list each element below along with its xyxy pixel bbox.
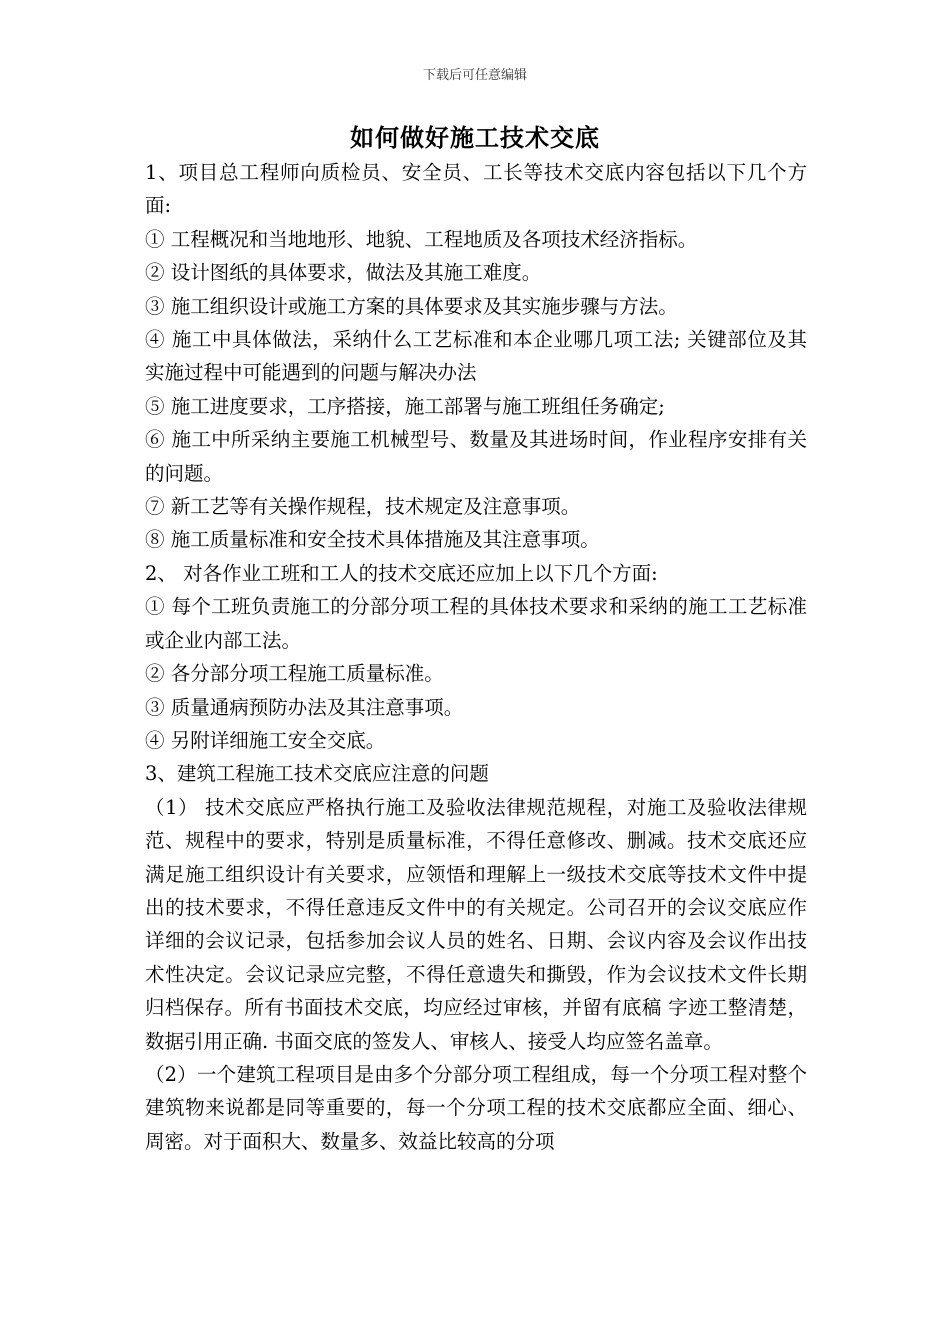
paragraph-section-1-intro: 1、项目总工程师向质检员、安全员、工长等技术交底内容包括以下几个方面: [145, 161, 807, 218]
paragraph-item-2-1: ① 每个工班负责施工的分部分项工程的具体技术要求和采纳的施工工艺标准或企业内部工法。 [145, 595, 807, 652]
paragraph-section-2-intro: 2、 对各作业工班和工人的技术交底还应加上以下几个方面: [145, 561, 658, 585]
paragraph-item-1-4: ④ 施工中具体做法，采纳什么工艺标准和本企业哪几项工法; 关键部位及其实施过程中可能遇到的问题与解决办法 [145, 328, 807, 385]
paragraph-item-1-7: ⑦ 新工艺等有关操作规程，技术规定及注意事项。 [145, 495, 581, 519]
paragraph-item-1-2: ② 设计图纸的具体要求，做法及其施工难度。 [145, 261, 542, 285]
document-body [145, 156, 807, 1158]
paragraph-item-2-3: ③ 质量通病预防办法及其注意事项。 [145, 695, 464, 719]
paragraph-item-1-5: ⑤ 施工进度要求，工序搭接，施工部署与施工班组任务确定; [145, 394, 665, 418]
paragraph-item-1-8: ⑧ 施工质量标准和安全技术具体措施及其注意事项。 [145, 528, 600, 552]
paragraph-item-1-3: ③ 施工组织设计或施工方案的具体要求及其实施步骤与方法。 [145, 294, 678, 318]
paragraph-item-2-4: ④ 另附详细施工安全交底。 [145, 728, 386, 752]
paragraph-section-3-point-2: （2）一个建筑工程项目是由多个分部分项工程组成，每一个分项工程对整个建筑物来说都是同等重要的，每一个分项工程的技术交底都应全面、细心、周密。对于面积大、数量多、效益比较高的分项 [145, 1062, 807, 1153]
paragraph-section-3-point-1: （1） 技术交底应严格执行施工及验收法律规范规程，对施工及验收法律规范、规程中的要求，特别是质量标准，不得任意修改、删减。技术交底还应满足施工组织设计有关要求，应领悟和理解上一级技术交底等技术文件中提出的技术要求，不得任意违反文件中的有关规定。公司召开的会议交底应作详细的会议记录，包括参加会议人员的姓名、日期、会议内容及会议作出技术性决定。会议记录应完整，不得任意遗失和撕毁，作为会议技术文件长期归档保存。所有书面技术交底，均应经过审核，并留有底稿 字迹工整清楚，数据引用正确. 书面交底的签发人、审核人、接受人均应签名盖章。 [145, 795, 807, 1053]
header-note: 下载后可任意编辑 [422, 68, 527, 83]
paragraph-item-1-6: ⑥ 施工中所采纳主要施工机械型号、数量及其进场时间，作业程序安排有关的问题。 [145, 428, 807, 485]
paragraph-item-2-2: ② 各分部分项工程施工质量标准。 [145, 662, 444, 686]
page-title: 如何做好施工技术交底 [350, 123, 600, 152]
paragraph-section-3-heading: 3、建筑工程施工技术交底应注意的问题 [145, 762, 489, 786]
paragraph-item-1-1: ① 工程概况和当地地形、地貌、工程地质及各项技术经济指标。 [145, 227, 698, 251]
